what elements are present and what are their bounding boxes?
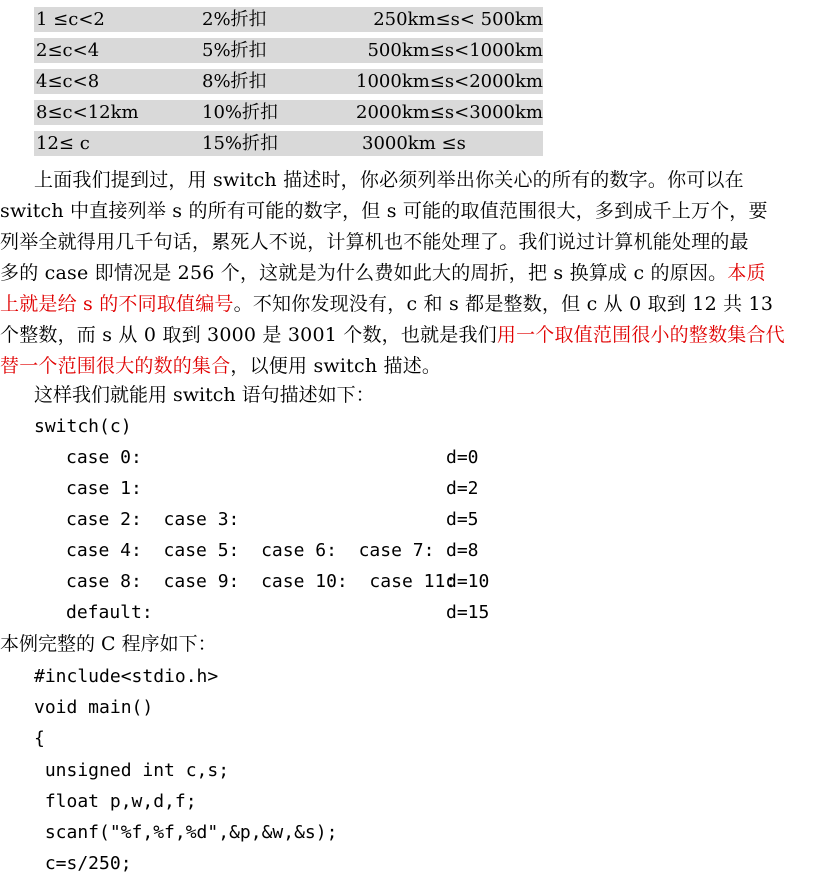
text-span: 多的 case 即情况是 256 个，这就是为什么费如此大的周折，把 s 换算成 c 的原因。 — [0, 262, 728, 284]
switch-intro: 这样我们就能用 switch 语句描述如下： — [34, 384, 375, 406]
case-label: case 1: — [66, 478, 142, 499]
range-c: 1 ≤c<2 — [36, 9, 105, 30]
discount-table — [34, 7, 543, 162]
table-row — [34, 131, 543, 156]
case-label: case 2: case 3: — [66, 509, 240, 530]
paragraph-line: 列举全就得用几千句话，累死人不说，计算机也不能处理了。我们说过计算机能处理的最 — [0, 231, 749, 253]
case-label: default: — [66, 602, 153, 623]
paragraph-line — [0, 320, 823, 351]
case-label: case 4: case 5: case 6: case 7: — [66, 540, 435, 561]
discount: 8%折扣 — [202, 71, 267, 92]
case-value: d=15 — [446, 602, 490, 623]
paragraph-line — [0, 258, 823, 289]
case-value: d=5 — [446, 509, 479, 530]
discount: 5%折扣 — [202, 40, 267, 61]
program-intro: 本例完整的 C 程序如下： — [0, 633, 217, 655]
range-s: 250km≤s< 500km — [373, 9, 543, 30]
table-row — [34, 7, 543, 32]
paragraph-line — [0, 351, 823, 382]
highlight-text: 本质 — [727, 262, 766, 284]
range-c: 12≤ c — [36, 133, 90, 154]
discount: 2%折扣 — [202, 9, 267, 30]
explanation-paragraph — [0, 165, 823, 382]
case-value: d=8 — [446, 540, 479, 561]
code-line: #include<stdio.h> — [34, 666, 219, 687]
discount: 15%折扣 — [202, 133, 279, 154]
case-label: case 8: case 9: case 10: case 11: — [66, 571, 457, 592]
highlight-text: 用一个取值范围很小的整数集合代 — [496, 324, 785, 346]
range-c: 8≤c<12km — [36, 102, 139, 123]
table-row — [34, 38, 543, 63]
case-value: d=10 — [446, 571, 490, 592]
table-row — [34, 100, 543, 125]
range-s: 1000km≤s<2000km — [356, 71, 543, 92]
paragraph-line: 上面我们提到过，用 switch 描述时，你必须列举出你关心的所有的数字。你可以在 — [34, 169, 744, 191]
case-value: d=0 — [446, 447, 479, 468]
case-value: d=2 — [446, 478, 479, 499]
code-line: scanf("%f,%f,%d",&p,&w,&s); — [34, 822, 338, 843]
range-s: 500km≤s<1000km — [367, 40, 543, 61]
text-span: ，以便用 switch 描述。 — [230, 355, 442, 377]
discount: 10%折扣 — [202, 102, 279, 123]
code-line: { — [34, 728, 45, 749]
range-s: 2000km≤s<3000km — [356, 102, 543, 123]
code-line: c=s/250; — [34, 853, 132, 874]
range-c: 2≤c<4 — [36, 40, 100, 61]
table-row — [34, 69, 543, 94]
range-s: 3000km ≤s — [362, 133, 466, 154]
code-line: unsigned int c,s; — [34, 760, 230, 781]
switch-head: switch(c) — [34, 416, 132, 437]
code-line: float p,w,d,f; — [34, 791, 197, 812]
highlight-text: 替一个范围很大的数的集合 — [0, 355, 231, 377]
text-span: 个整数，而 s 从 0 取到 3000 是 3001 个数，也就是我们 — [0, 324, 497, 346]
code-line: void main() — [34, 697, 154, 718]
case-label: case 0: — [66, 447, 142, 468]
paragraph-line: switch 中直接列举 s 的所有可能的数字，但 s 可能的取值范围很大，多到成千上万个，要 — [0, 200, 768, 222]
paragraph-line — [0, 289, 823, 320]
text-span: 。不知你发现没有，c 和 s 都是整数，但 c 从 0 取到 12 共 13 — [233, 293, 774, 315]
highlight-text: 上就是给 s 的不同取值编号 — [0, 293, 234, 315]
range-c: 4≤c<8 — [36, 71, 100, 92]
